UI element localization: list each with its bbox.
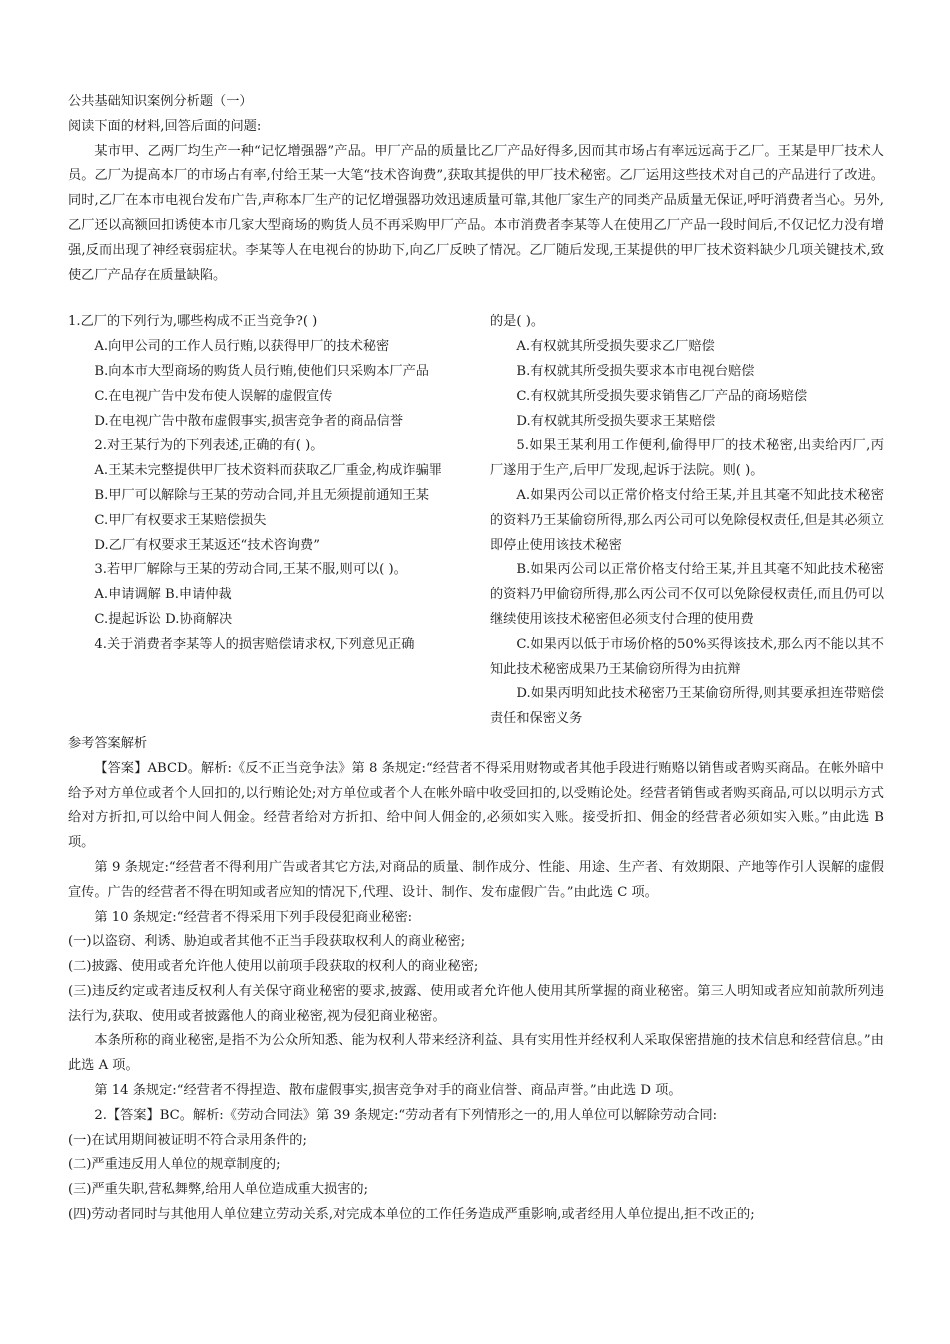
question-4-option-b: B.有权就其所受损失要求本市电视台赔偿 (516, 363, 755, 379)
answer-1-article-9: 第 9 条规定:“经营者不得利用广告或者其它方法,对商品的质量、制作成分、性能、用途、生产者、有效期限、产地等作引人误解的虚假宣传。广告的经营者不得在明知或者应知的情况下,代理、设计、制作、发布虚假广告。”由此选 C 项。 (68, 859, 884, 900)
answer-1-article-10-item-2: (二)披露、使用或者允许他人使用以前项手段获取的权利人的商业秘密; (68, 959, 479, 975)
spacer (68, 288, 884, 310)
question-2-option-d: D.乙厂有权要求王某返还“技术咨询费” (94, 537, 320, 553)
page-title: 公共基础知识案例分析题（一） (68, 94, 253, 109)
question-4-continued: 的是( )。 (490, 314, 545, 330)
answer-2-item-2: (二)严重违反用人单位的规章制度的; (68, 1157, 281, 1173)
question-2-option-a: A.王某未完整提供甲厂技术资料而获取乙厂重金,构成诈骗罪 (94, 463, 442, 479)
question-1-option-c: C.在电视广告中发布使人误解的虚假宣传 (94, 388, 333, 404)
question-1-option-a: A.向甲公司的工作人员行贿,以获得甲厂的技术秘密 (94, 339, 390, 355)
question-2-option-b: B.甲厂可以解除与王某的劳动合同,并且无须提前通知王某 (94, 487, 429, 503)
answer-1-article-10-definition: 本条所称的商业秘密,是指不为公众所知悉、能为权利人带来经济利益、具有实用性并经权利人采取保密措施的技术信息和经营信息。”由此选 A 项。 (68, 1033, 884, 1074)
answer-2: 2.【答案】BC。解析:《劳动合同法》第 39 条规定:“劳动者有下列情形之一的,用人单位可以解除劳动合同: (94, 1107, 718, 1123)
question-4-option-a: A.有权就其所受损失要求乙厂赔偿 (516, 339, 715, 355)
question-5: 5.如果王某利用工作便利,偷得甲厂的技术秘密,出卖给丙厂,丙厂遂用于生产,后甲厂发现,起诉于法院。则( )。 (490, 438, 884, 479)
answer-1-article-10-item-3: (三)违反约定或者违反权利人有关保守商业秘密的要求,披露、使用或者允许他人使用其所掌握的商业秘密。第三人明知或者应知前款所列违法行为,获取、使用或者披露他人的商业秘密,视为侵犯商业秘密。 (68, 983, 884, 1024)
question-1: 1.乙厂的下列行为,哪些构成不正当竞争?( ) (68, 314, 318, 330)
question-5-option-c: C.如果丙以低于市场价格的50%买得该技术,那么丙不能以其不知此技术秘密成果乃王某偷窃所得为由抗辩 (490, 636, 884, 677)
question-3: 3.若甲厂解除与王某的劳动合同,王某不服,则可以( )。 (94, 562, 407, 578)
question-4-option-c: C.有权就其所受损失要求销售乙厂产品的商场赔偿 (516, 388, 808, 404)
question-1-option-b: B.向本市大型商场的购货人员行贿,使他们只采购本厂产品 (94, 363, 429, 379)
answer-1-article-10: 第 10 条规定:“经营者不得采用下列手段侵犯商业秘密: (94, 909, 413, 925)
instruction-text: 阅读下面的材料,回答后面的问题: (68, 118, 262, 134)
case-material: 某市甲、乙两厂均生产一种“记忆增强器”产品。甲厂产品的质量比乙厂产品好得多,因而其市场占有率远远高于乙厂。王某是甲厂技术人员。乙厂为提高本厂的市场占有率,付给王某一大笔“技术咨询费”,获取其提供的甲厂技术秘密。乙厂运用这些技术对自己的产品进行了改进。同时,乙厂在本市电视台发布广告,声称本厂生产的记忆增强器功效迅速质量可靠,其他厂家生产的同类产品质量无保证,呼吁消费者当心。另外,乙厂还以高额回扣诱使本市几家大型商场的购货人员不再采购甲厂产品。本市消费者李某等人在使用乙厂产品一段时间后,不仅记忆力没有增强,反而出现了神经衰弱症状。李某等人在电视台的协助下,向乙厂反映了情况。乙厂随后发现,王某提供的甲厂技术资料缺少几项关键技术,致使乙厂产品存在质量缺陷。 (68, 143, 884, 283)
right-column (490, 310, 884, 732)
question-3-options-ab: A.申请调解 B.申请仲裁 (94, 587, 232, 603)
question-3-options-cd: C.提起诉讼 D.协商解决 (94, 611, 233, 627)
answer-1: 【答案】ABCD。解析:《反不正当竞争法》第 8 条规定:“经营者不得采用财物或者其他手段进行贿赂以销售或者购买商品。在帐外暗中给予对方单位或者个人回扣的,以行贿论处;对方单位或者个人在帐外暗中收受回扣的,以受贿论处。经营者销售或者购买商品,可以以明示方式给对方折扣,可以给中间人佣金。经营者给对方折扣、给中间人佣金的,必须如实入账。接受折扣、佣金的经营者必须如实入账。”由此选 B 项。 (68, 760, 884, 851)
answer-1-article-10-item-1: (一)以盗窃、利诱、胁迫或者其他不正当手段获取权利人的商业秘密; (68, 934, 466, 950)
answer-1-article-14: 第 14 条规定:“经营者不得捏造、散布虚假事实,损害竞争对手的商业信誉、商品声誉。”由此选 D 项。 (94, 1083, 682, 1099)
question-4-option-d: D.有权就其所受损失要求王某赔偿 (516, 413, 716, 429)
questions-columns (68, 310, 884, 732)
question-2-option-c: C.甲厂有权要求王某赔偿损失 (94, 512, 267, 528)
question-5-option-d: D.如果丙明知此技术秘密乃王某偷窃所得,则其要承担连带赔偿责任和保密义务 (490, 686, 884, 727)
question-1-option-d: D.在电视广告中散布虚假事实,损害竞争者的商品信誉 (94, 413, 404, 429)
answer-2-item-1: (一)在试用期间被证明不符合录用条件的; (68, 1132, 307, 1148)
question-5-option-b: B.如果丙公司以正常价格支付给王某,并且其毫不知此技术秘密的资料乃甲偷窃所得,那么丙公司不仅可以免除侵权责任,而且仍可以继续使用该技术秘密但必须支付合理的使用费 (490, 562, 884, 627)
left-column (68, 310, 462, 732)
question-4: 4.关于消费者李某等人的损害赔偿请求权,下列意见正确 (94, 636, 415, 652)
answer-2-item-4: (四)劳动者同时与其他用人单位建立劳动关系,对完成本单位的工作任务造成严重影响,或者经用人单位提出,拒不改正的; (68, 1207, 755, 1223)
answer-2-item-3: (三)严重失职,营私舞弊,给用人单位造成重大损害的; (68, 1182, 369, 1198)
document-page (68, 90, 884, 1228)
answers-heading: 参考答案解析 (68, 735, 148, 751)
question-5-option-a: A.如果丙公司以正常价格支付给王某,并且其毫不知此技术秘密的资料乃王某偷窃所得,那么丙公司可以免除侵权责任,但是其必须立即停止使用该技术秘密 (490, 487, 884, 553)
question-2: 2.对王某行为的下列表述,正确的有( )。 (94, 438, 324, 454)
